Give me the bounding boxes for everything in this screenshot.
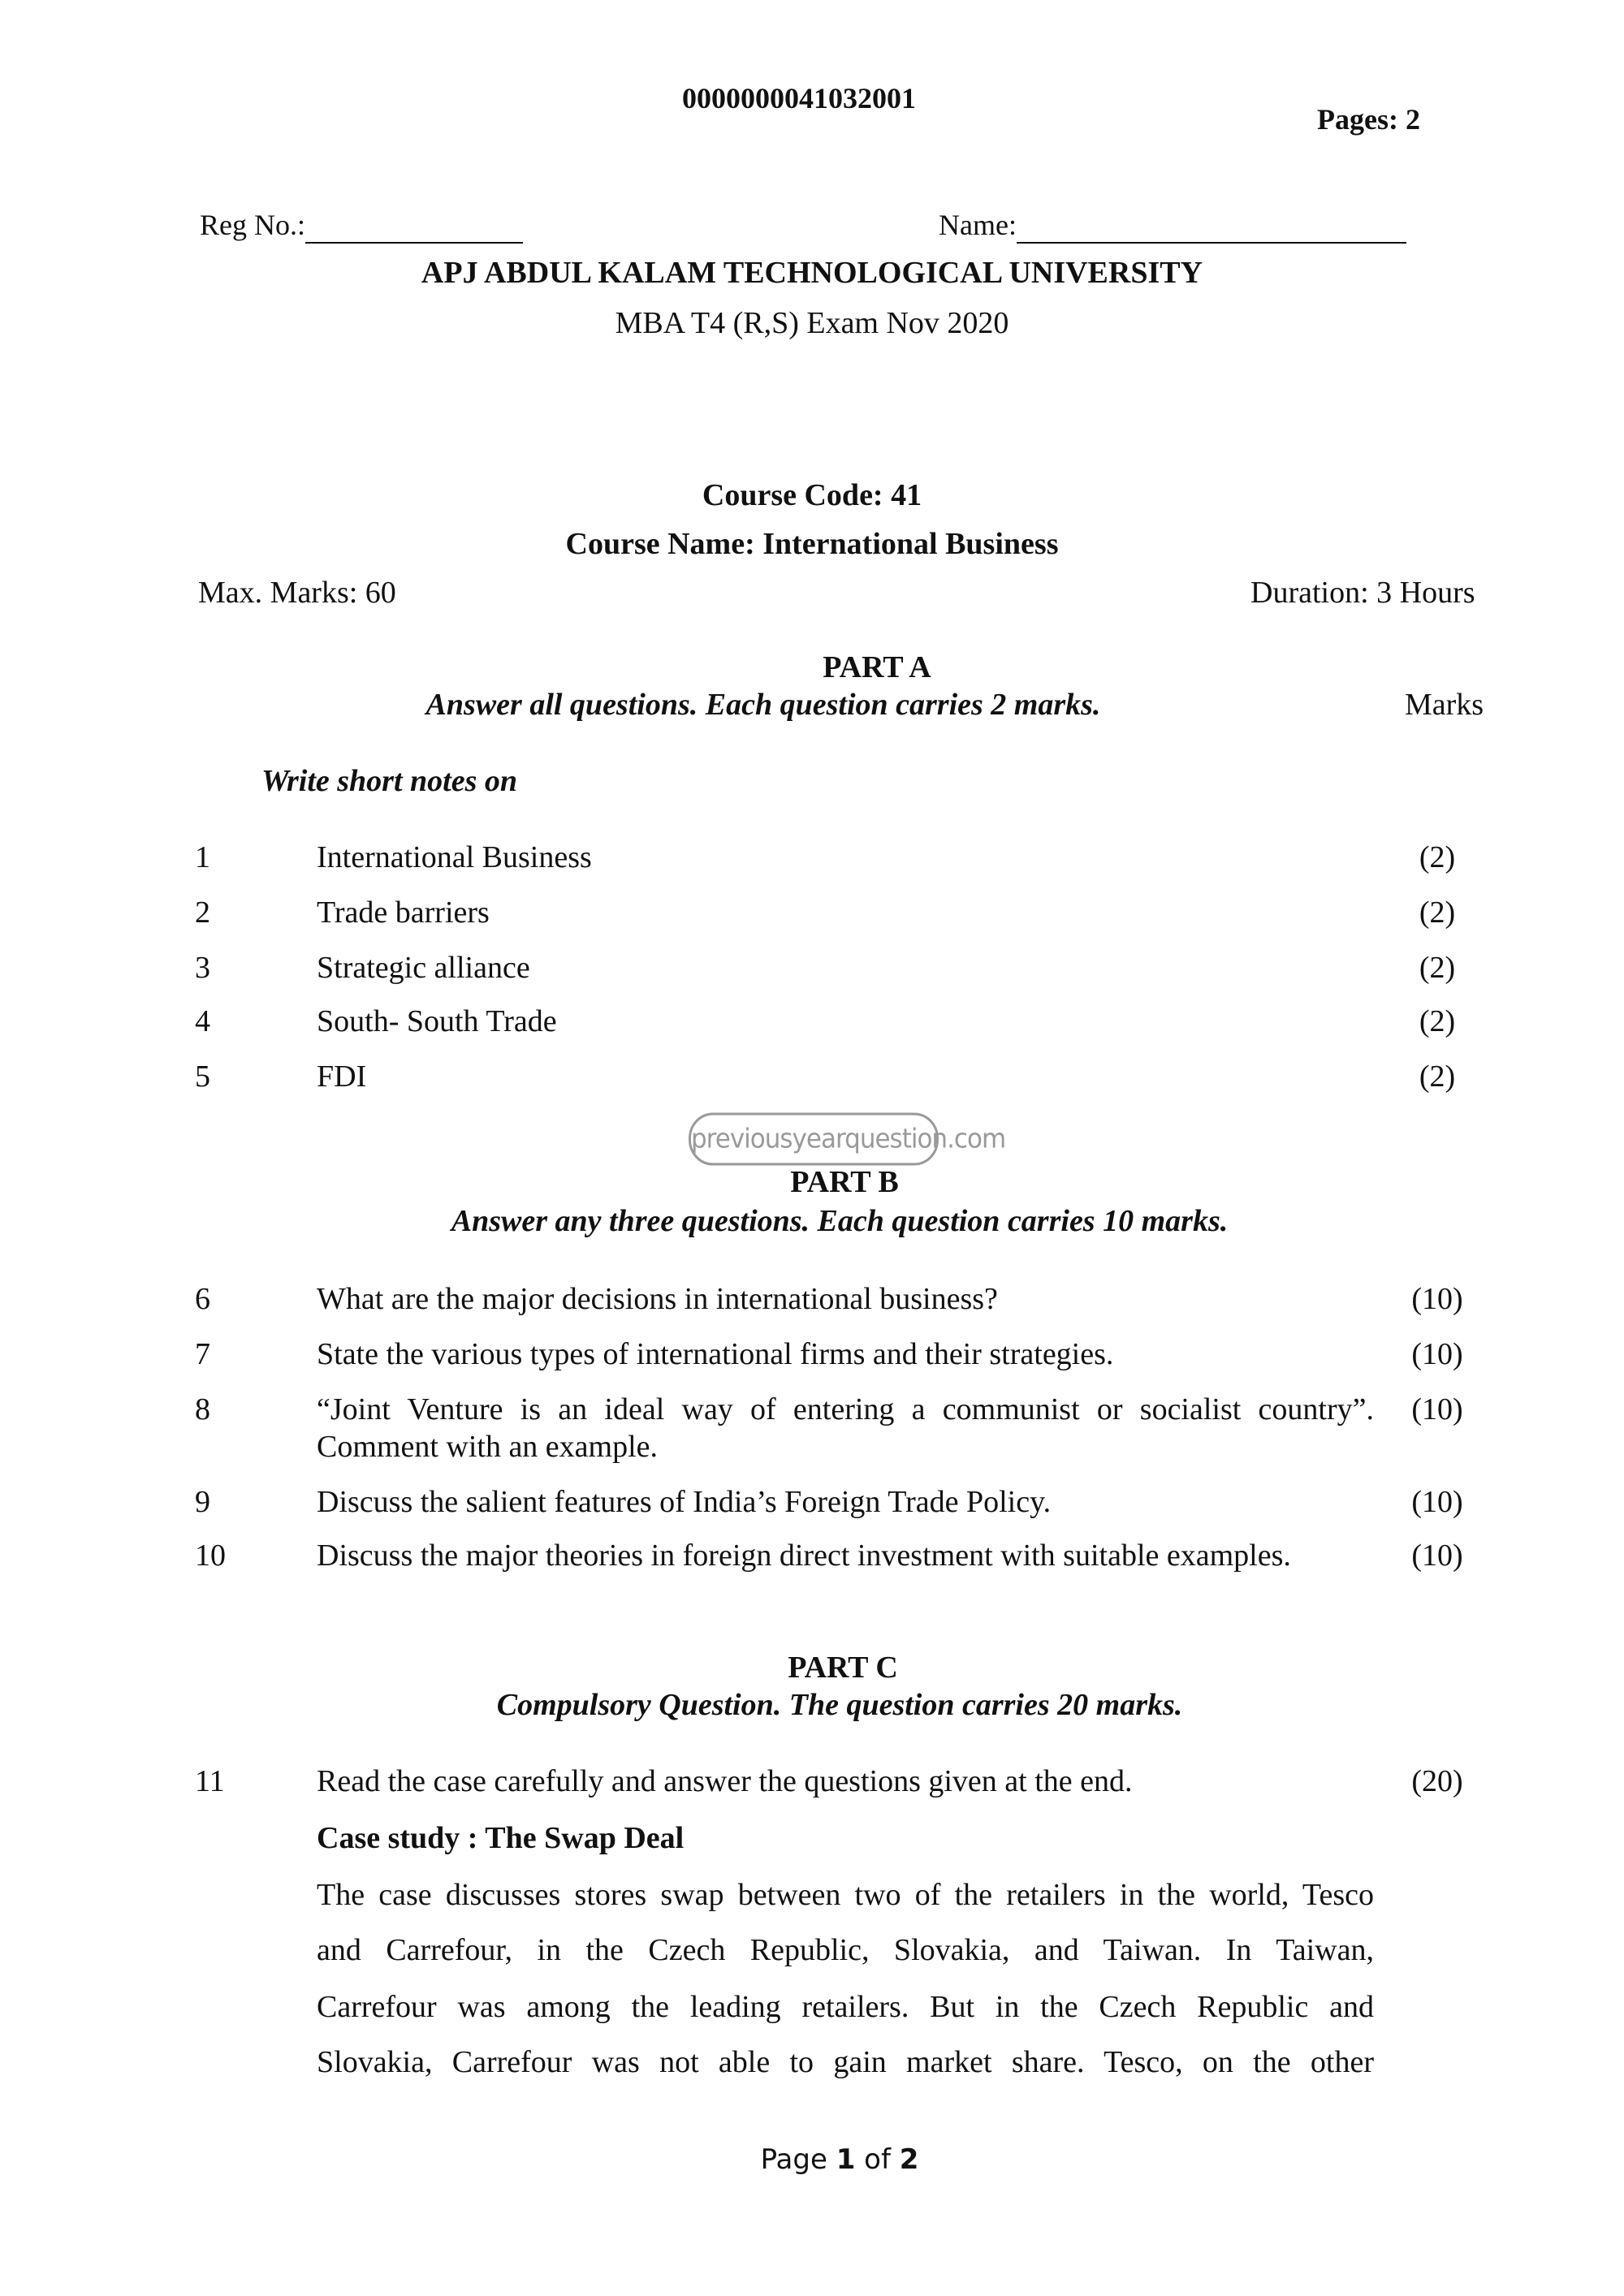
reg-no-label: Reg No.: xyxy=(200,209,305,241)
course-code: Course Code: 41 xyxy=(702,478,922,512)
reg-no-field xyxy=(200,208,523,244)
question-marks: (2) xyxy=(1419,840,1456,874)
question-number: 5 xyxy=(195,1060,210,1094)
duration: Duration: 3 Hours xyxy=(1250,576,1475,610)
exam-title: MBA T4 (R,S) Exam Nov 2020 xyxy=(615,306,1009,340)
question-text: State the various types of international firms and their strategies. xyxy=(317,1337,1114,1371)
question-marks: (2) xyxy=(1419,1060,1456,1094)
footer-total-pages: 2 xyxy=(899,2143,919,2176)
question-number: 7 xyxy=(195,1337,210,1371)
question-marks: (10) xyxy=(1411,1282,1463,1316)
question-text: Read the case carefully and answer the questions given at the end. xyxy=(317,1764,1133,1798)
footer-of-word: of xyxy=(864,2143,891,2176)
case-line: and Carrefour, in the Czech Republic, Slovakia, and Taiwan. In Taiwan, xyxy=(317,1933,1374,1967)
question-text: International Business xyxy=(317,840,592,874)
question-number: 2 xyxy=(195,896,210,930)
watermark-logo: previousyearquestion.com xyxy=(689,1112,939,1165)
marks-column-header: Marks xyxy=(1405,688,1484,722)
footer-page-word: Page xyxy=(760,2143,827,2176)
case-line: The case discusses stores swap between two of the retailers in the world, Tesco xyxy=(317,1878,1374,1912)
question-marks: (10) xyxy=(1411,1485,1463,1519)
question-text: South- South Trade xyxy=(317,1004,557,1038)
question-number: 11 xyxy=(195,1764,225,1798)
part-a-instruction: Answer all questions. Each question carries 2 marks. xyxy=(425,688,1101,722)
max-marks: Max. Marks: 60 xyxy=(198,576,396,610)
footer-current-page: 1 xyxy=(836,2143,856,2176)
page-footer xyxy=(28,2143,1624,2176)
question-number: 1 xyxy=(195,840,210,874)
question-text: Strategic alliance xyxy=(317,951,530,985)
part-c-instruction: Compulsory Question. The question carries 20 marks. xyxy=(496,1688,1183,1722)
question-text-continued: Comment with an example. xyxy=(317,1430,659,1464)
question-marks: (10) xyxy=(1411,1392,1463,1426)
course-name: Course Name: International Business xyxy=(565,527,1059,561)
question-marks: (10) xyxy=(1411,1539,1463,1573)
question-text: Trade barriers xyxy=(317,896,490,930)
question-marks: (2) xyxy=(1419,896,1456,930)
question-text: Discuss the salient features of India’s Foreign Trade Policy. xyxy=(317,1485,1052,1519)
question-marks: (10) xyxy=(1411,1337,1463,1371)
name-label: Name: xyxy=(939,209,1017,241)
question-text: What are the major decisions in international business? xyxy=(317,1282,998,1316)
question-text: Discuss the major theories in foreign direct investment with suitable examples. xyxy=(317,1539,1291,1573)
name-blank xyxy=(1017,208,1406,244)
question-text: FDI xyxy=(317,1060,367,1094)
question-number: 9 xyxy=(195,1485,210,1519)
case-line: Slovakia, Carrefour was not able to gain market share. Tesco, on the other xyxy=(317,2045,1374,2079)
question-marks: (2) xyxy=(1419,1004,1456,1038)
name-field xyxy=(939,208,1406,244)
question-number: 10 xyxy=(195,1539,226,1573)
question-number: 3 xyxy=(195,951,210,985)
case-study-title: Case study : The Swap Deal xyxy=(317,1821,685,1855)
question-number: 4 xyxy=(195,1004,210,1038)
part-b-title: PART B xyxy=(790,1165,899,1199)
paper-code: 0000000041032001 xyxy=(682,82,916,114)
reg-no-blank xyxy=(305,208,523,244)
question-text: “Joint Venture is an ideal way of entering a communist or socialist country”. xyxy=(317,1392,1374,1426)
question-marks: (20) xyxy=(1411,1764,1463,1798)
page-count: Pages: 2 xyxy=(1317,103,1420,136)
question-number: 6 xyxy=(195,1282,210,1316)
part-b-instruction: Answer any three questions. Each question carries 10 marks. xyxy=(451,1204,1229,1238)
question-marks: (2) xyxy=(1419,951,1456,985)
part-a-title: PART A xyxy=(823,650,931,684)
part-a-subheading: Write short notes on xyxy=(261,764,517,798)
question-number: 8 xyxy=(195,1392,210,1426)
university-name: APJ ABDUL KALAM TECHNOLOGICAL UNIVERSITY xyxy=(421,256,1203,290)
part-c-title: PART C xyxy=(788,1651,898,1685)
case-line: Carrefour was among the leading retailers. But in the Czech Republic and xyxy=(317,1990,1374,2024)
